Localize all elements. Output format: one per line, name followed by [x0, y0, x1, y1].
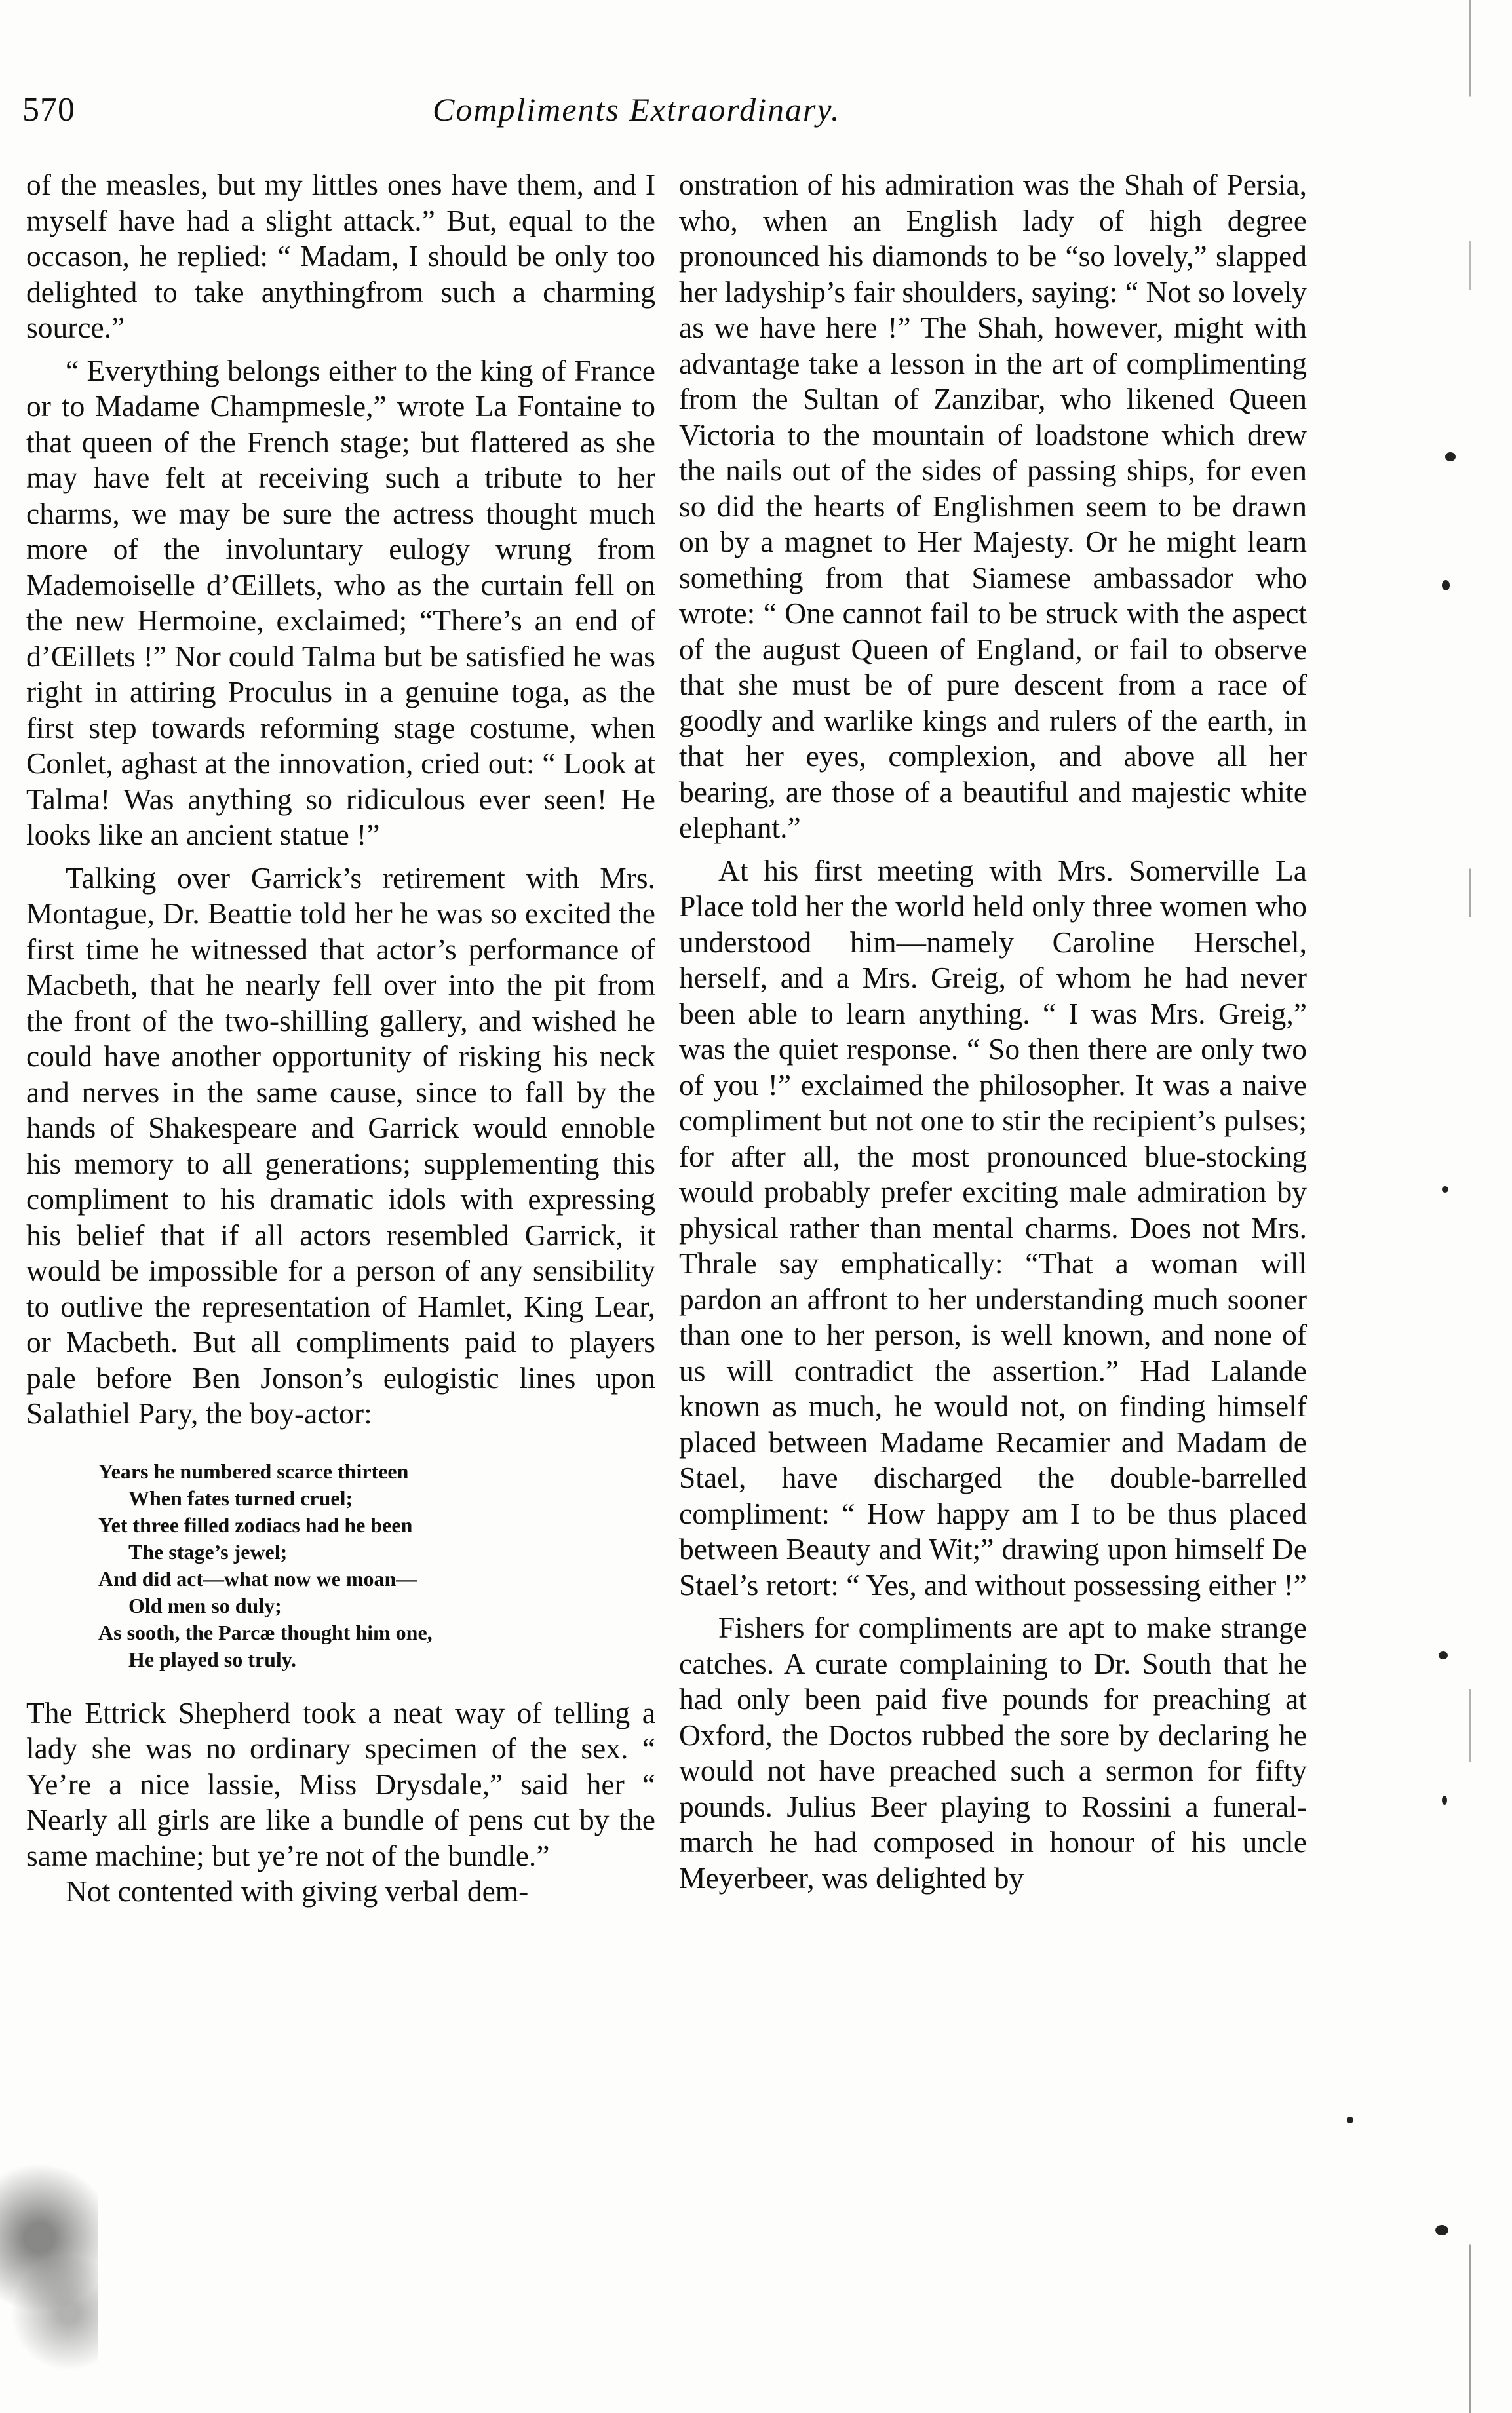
- right-paragraph-2: At his first meeting with Mrs. Somerville La Place told her the world held only three women who understood him—namely Caroline Herschel, herself, and a Mrs. Greig, of whom he had never been able to learn anything. “ I was Mrs. Greig,” was the quiet response. “ So then there are only two of you !” exclaimed the philosopher. It was a naive compliment but not one to stir the recipient’s pulses; for after all, the most pronounced blue-stocking would probably prefer exciting male admiration by physical rather than mental charms. Does not Mrs. Thrale say emphatically: “That a woman will pardon an affront to her understanding much sooner than one to her person, is well known, and none of us will contradict the assertion.” Had Lalande known as much, he would not, on finding himself placed between Madame Recamier and Madam de Stael, have discharged the double-barrelled compliment: “ How happy am I to be thus placed between Beauty and Wit;” drawing upon himself De Stael’s retort: “ Yes, and without possessing either !”: [679, 853, 1307, 1602]
- left-paragraph-1: of the measles, but my littles ones have them, and I myself have had a slight attack.” But, equal to the occason, he replied: “ Madam, I should be only too delighted to take anythingfrom such a charming source.”: [26, 168, 655, 344]
- poem-line: When fates turned cruel;: [128, 1486, 353, 1510]
- poem-line: The stage’s jewel;: [128, 1539, 288, 1564]
- left-paragraph-3: Talking over Garrick’s retirement with Mrs. Montague, Dr. Beattie told her he was so excited the first time he witnessed that actor’s performance of Macbeth, that he nearly fell over into the pit from the front of the two-shilling gallery, and wished he could have another opportunity of risking his neck and nerves in the same cause, since to fall by the hands of Shakespeare and Garrick would ennoble his memory to all generations; supplementing this compliment to his dramatic idols with expressing his belief that if all actors resembled Garrick, it would be impossible for a person of any sensibility to outlive the representation of Hamlet, King Lear, or Macbeth. But all compliments paid to players pale before Ben Jonson’s eulogistic lines upon Salathiel Pary, the boy-actor:: [26, 860, 655, 1430]
- ink-speck: [1347, 2117, 1353, 2123]
- ink-speck: [1445, 452, 1456, 461]
- ink-speck: [1435, 2225, 1448, 2235]
- poem-line: Years he numbered scarce thirteen: [98, 1459, 409, 1483]
- left-column: [26, 167, 655, 1910]
- ink-speck: [1442, 1186, 1448, 1193]
- ink-speck: [1442, 580, 1450, 590]
- right-column: [679, 167, 1307, 1896]
- binding-edge-rule: [1469, 0, 1471, 2413]
- ink-speck: [1442, 1796, 1447, 1805]
- poem-line: Yet three filled zodiacs had he been: [98, 1513, 413, 1537]
- left-paragraph-4: The Ettrick Shepherd took a neat way of telling a lady she was no ordinary specimen of the sex. “ Ye’re a nice lassie, Miss Drysdale,” said her “ Nearly all girls are like a bundle of pens cut by the same machine; but ye’re not of the bundle.”: [26, 1695, 655, 1872]
- poem-line: Old men so duly;: [128, 1593, 282, 1617]
- poem-line: He played so truly.: [128, 1647, 297, 1671]
- left-paragraph-2: “ Everything belongs either to the king of France or to Madame Champmesle,” wrote La Fontaine to that queen of the French stage; but flattered as she may have felt at receiving such a tribute to her charms, we may be sure the actress thought much more of the involuntary eulogy wrung from Mademoiselle d’Œillets, who as the curtain fell on the new Hermoine, exclaimed; “There’s an end of d’Œillets !” Nor could Talma but be satisfied he was right in attiring Proculus in a genuine toga, as the first step towards reforming stage costume, when Conlet, aghast at the innovation, cried out: “ Look at Talma! Was anything so ridiculous ever seen! He looks like an ancient statue !”: [26, 353, 655, 851]
- poem-block: [98, 1458, 655, 1673]
- right-paragraph-3: Fishers for compliments are apt to make strange catches. A curate complaining to Dr. South that he had only been paid five pounds for preaching at Oxford, the Doctos rubbed the sore by declaring he would not have preached such a sermon for fifty pounds. Julius Beer playing to Rossini a funeral-march he had composed in honour of his uncle Meyerbeer, was delighted by: [679, 1611, 1307, 1895]
- poem-line: As sooth, the Parcæ thought him one,: [98, 1620, 433, 1644]
- left-paragraph-5: Not contented with giving verbal dem-: [66, 1874, 529, 1908]
- right-paragraph-1: onstration of his admiration was the Shah of Persia, who, when an English lady of high degree pronounced his diamonds to be “so lovely,” slapped her ladyship’s fair shoulders, saying: “ Not so lovely as we have here !” The Shah, however, might with advantage take a lesson in the art of complimenting from the Sultan of Zanzibar, who likened Queen Victoria to the mountain of loadstone which drew the nails out of the sides of passing ships, for even so did the hearts of Englishmen seem to be drawn on by a magnet to Her Majesty. Or he might learn something from that Siamese ambassador who wrote: “ One cannot fail to be struck with the aspect of the august Queen of England, or fail to observe that she must be of pure descent from a race of goodly and warlike kings and rulers of the earth, in that her eyes, complexion, and above all her bearing, are those of a beautiful and majestic white elephant.”: [679, 168, 1307, 844]
- poem-line: And did act—what now we moan—: [98, 1566, 417, 1591]
- ink-blot: [0, 2163, 98, 2413]
- running-head: Compliments Extraordinary.: [433, 91, 841, 128]
- page-number: 570: [22, 91, 75, 128]
- ink-speck: [1439, 1651, 1448, 1659]
